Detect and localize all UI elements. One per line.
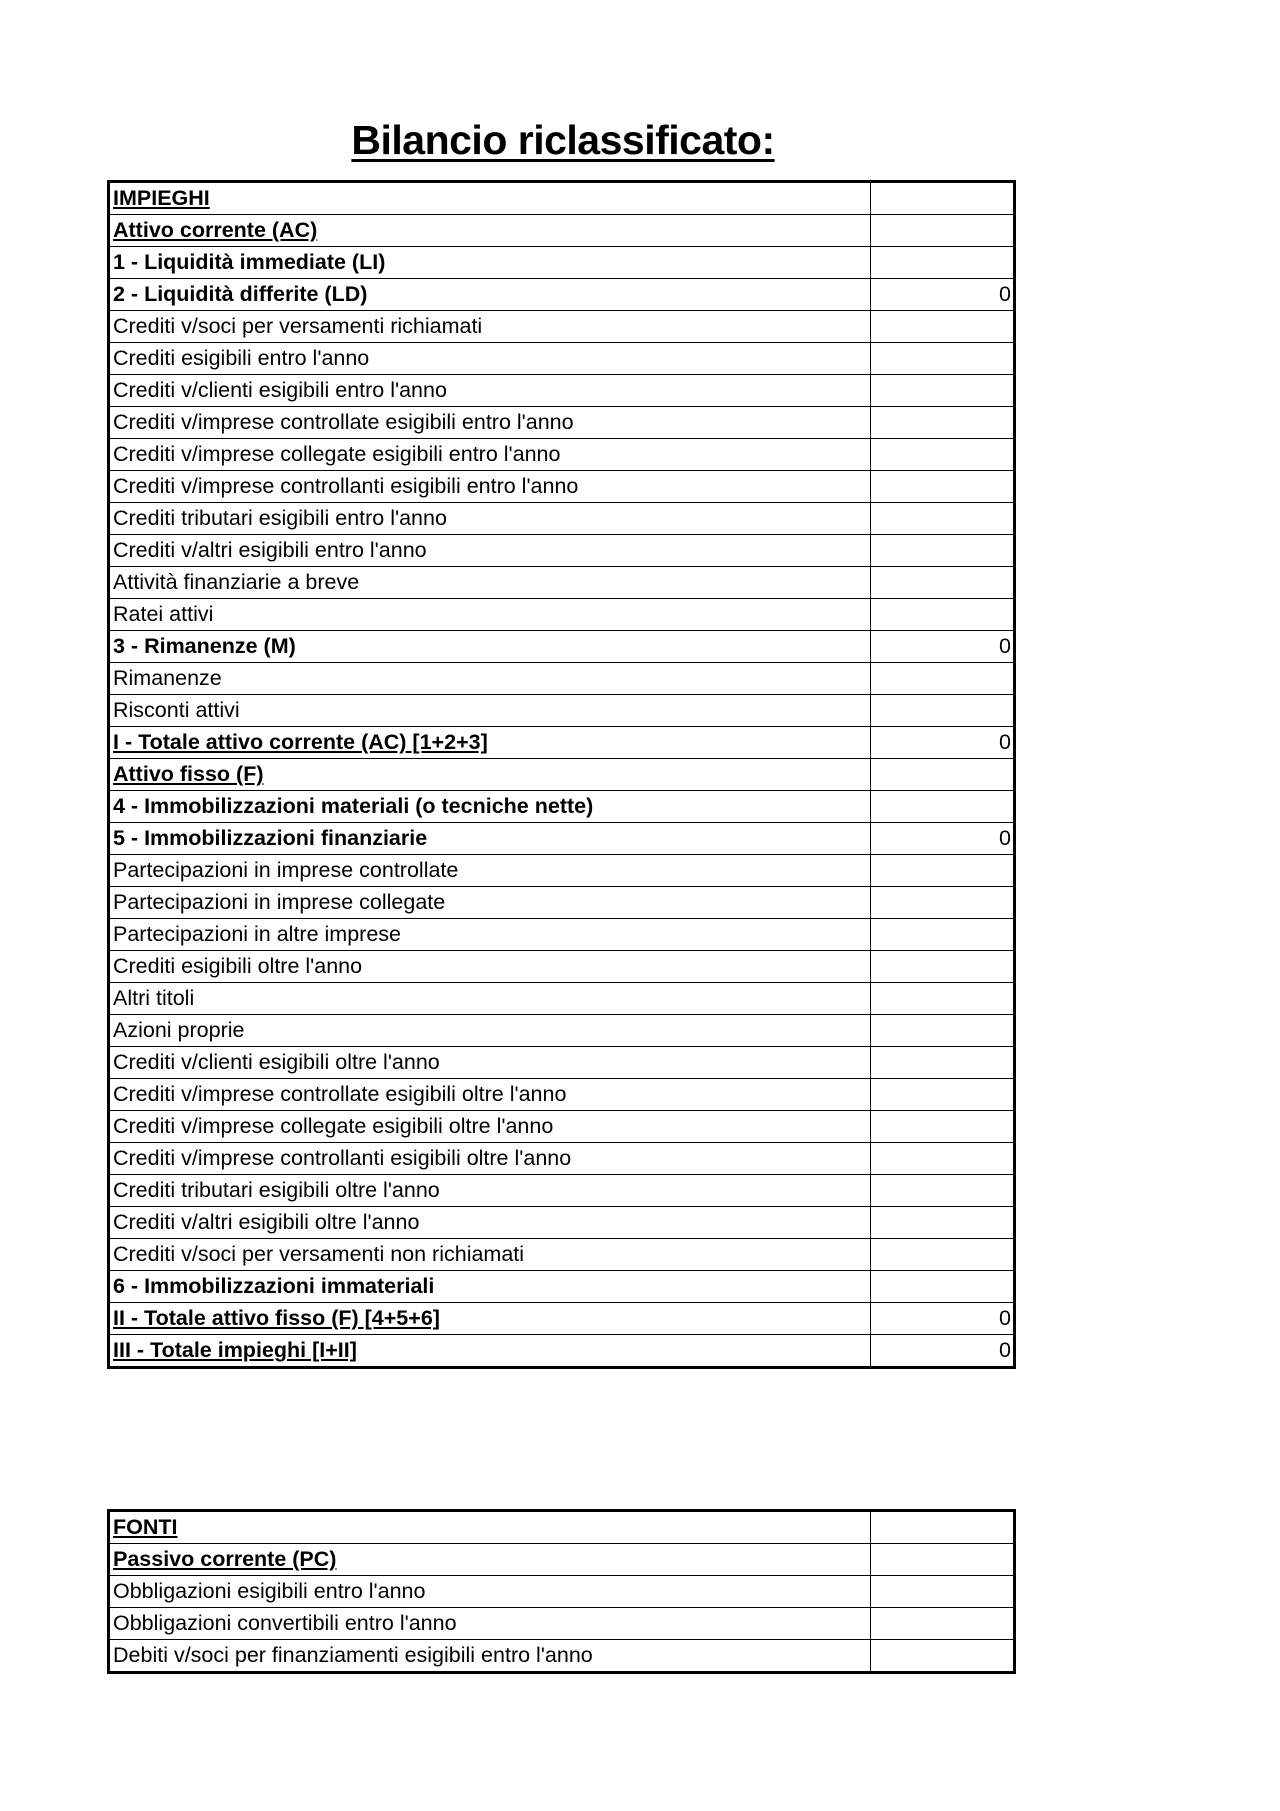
row-label-cell[interactable]: Partecipazioni in imprese controllate [109,855,871,887]
row-label-cell[interactable]: Passivo corrente (PC) [109,1544,871,1576]
table-row [109,439,1015,471]
table-row [109,791,1015,823]
table-row [109,182,1015,215]
row-value-cell[interactable] [871,1207,1015,1239]
table-row [109,759,1015,791]
row-value-cell[interactable] [871,1143,1015,1175]
row-value-cell[interactable]: 0 [871,1303,1015,1335]
row-label-cell[interactable]: 5 - Immobilizzazioni finanziarie [109,823,871,855]
row-value-cell[interactable] [871,1544,1015,1576]
row-label-cell[interactable]: 1 - Liquidità immediate (LI) [109,247,871,279]
table-row [109,1143,1015,1175]
table-row [109,1303,1015,1335]
table-row [109,1576,1015,1608]
row-label-cell[interactable]: Ratei attivi [109,599,871,631]
row-label-cell[interactable]: Altri titoli [109,983,871,1015]
row-label-cell[interactable]: Crediti v/clienti esigibili oltre l'anno [109,1047,871,1079]
table-row [109,1175,1015,1207]
row-value-cell[interactable] [871,567,1015,599]
table-row [109,535,1015,567]
row-value-cell[interactable] [871,1175,1015,1207]
row-label-cell[interactable]: Crediti tributari esigibili oltre l'anno [109,1175,871,1207]
table-row [109,1111,1015,1143]
row-value-cell[interactable] [871,1640,1015,1673]
row-label-cell[interactable]: Crediti v/clienti esigibili entro l'anno [109,375,871,407]
row-label-cell[interactable]: Crediti esigibili entro l'anno [109,343,871,375]
row-value-cell[interactable] [871,343,1015,375]
row-value-cell[interactable] [871,919,1015,951]
row-value-cell[interactable] [871,1079,1015,1111]
row-value-cell[interactable]: 0 [871,631,1015,663]
fonti-rows [109,1511,1015,1673]
table-row [109,375,1015,407]
table-row [109,727,1015,759]
row-value-cell[interactable] [871,1511,1015,1544]
table-row [109,1511,1015,1544]
row-label-cell[interactable]: Risconti attivi [109,695,871,727]
row-value-cell[interactable] [871,535,1015,567]
row-label-cell[interactable]: Partecipazioni in imprese collegate [109,887,871,919]
row-label-cell[interactable]: Crediti tributari esigibili entro l'anno [109,503,871,535]
row-label-cell[interactable]: 6 - Immobilizzazioni immateriali [109,1271,871,1303]
row-value-cell[interactable]: 0 [871,823,1015,855]
table-row [109,407,1015,439]
row-value-cell[interactable] [871,1576,1015,1608]
table-row [109,1047,1015,1079]
table-row [109,215,1015,247]
row-label-cell[interactable]: 3 - Rimanenze (M) [109,631,871,663]
row-label-cell[interactable]: I - Totale attivo corrente (AC) [1+2+3] [109,727,871,759]
row-label-cell[interactable]: Attivo corrente (AC) [109,215,871,247]
row-label-cell[interactable]: 2 - Liquidità differite (LD) [109,279,871,311]
row-value-cell[interactable] [871,1047,1015,1079]
row-value-cell[interactable] [871,247,1015,279]
table-row [109,247,1015,279]
row-value-cell[interactable] [871,1271,1015,1303]
row-value-cell[interactable]: 0 [871,279,1015,311]
table-row [109,951,1015,983]
row-label-cell[interactable]: IMPIEGHI [109,182,871,215]
row-label-cell[interactable]: Crediti v/imprese collegate esigibili entro l'anno [109,439,871,471]
row-label-cell[interactable]: Crediti v/imprese controllate esigibili entro l'anno [109,407,871,439]
row-label-cell[interactable]: Crediti v/soci per versamenti richiamati [109,311,871,343]
table-row [109,695,1015,727]
row-value-cell[interactable] [871,1111,1015,1143]
row-label-cell[interactable]: 4 - Immobilizzazioni materiali (o tecniche nette) [109,791,871,823]
row-value-cell[interactable] [871,791,1015,823]
impieghi-table [107,180,1016,1369]
row-value-cell[interactable] [871,375,1015,407]
table-row [109,1544,1015,1576]
row-label-cell[interactable]: Crediti v/imprese collegate esigibili oltre l'anno [109,1111,871,1143]
row-value-cell[interactable]: 0 [871,1335,1015,1368]
row-label-cell[interactable]: Crediti v/altri esigibili entro l'anno [109,535,871,567]
row-value-cell[interactable] [871,471,1015,503]
table-row [109,471,1015,503]
table-row [109,663,1015,695]
row-value-cell[interactable] [871,503,1015,535]
table-row [109,343,1015,375]
table-row [109,823,1015,855]
row-value-cell[interactable] [871,983,1015,1015]
row-value-cell[interactable] [871,951,1015,983]
row-value-cell[interactable] [871,1239,1015,1271]
row-value-cell[interactable] [871,182,1015,215]
row-label-cell[interactable]: Partecipazioni in altre imprese [109,919,871,951]
table-row [109,919,1015,951]
table-row [109,1335,1015,1368]
table-row [109,567,1015,599]
table-row [109,1015,1015,1047]
row-value-cell[interactable] [871,1015,1015,1047]
fonti-table [107,1509,1016,1674]
row-label-cell[interactable]: Crediti v/soci per versamenti non richiamati [109,1239,871,1271]
row-value-cell[interactable]: 0 [871,727,1015,759]
table-row [109,311,1015,343]
row-value-cell[interactable] [871,695,1015,727]
table-row [109,983,1015,1015]
row-label-cell[interactable]: FONTI [109,1511,871,1544]
row-label-cell[interactable]: II - Totale attivo fisso (F) [4+5+6] [109,1303,871,1335]
impieghi-rows [109,182,1015,1368]
table-row [109,1271,1015,1303]
page-title: Bilancio riclassificato: [351,117,775,163]
row-value-cell[interactable] [871,439,1015,471]
table-row [109,1207,1015,1239]
table-row [109,1079,1015,1111]
row-value-cell[interactable] [871,855,1015,887]
table-row [109,631,1015,663]
table-row [109,887,1015,919]
row-label-cell[interactable]: Crediti v/imprese controllanti esigibili oltre l'anno [109,1143,871,1175]
row-value-cell[interactable] [871,663,1015,695]
row-label-cell[interactable]: Obbligazioni esigibili entro l'anno [109,1576,871,1608]
row-value-cell[interactable] [871,311,1015,343]
row-label-cell[interactable]: Crediti v/imprese controllate esigibili oltre l'anno [109,1079,871,1111]
row-value-cell[interactable] [871,215,1015,247]
row-label-cell[interactable]: Rimanenze [109,663,871,695]
table-row [109,279,1015,311]
row-label-cell[interactable]: Crediti v/imprese controllanti esigibili entro l'anno [109,471,871,503]
table-row [109,855,1015,887]
row-label-cell[interactable]: Attività finanziarie a breve [109,567,871,599]
table-row [109,1608,1015,1640]
table-row [109,1239,1015,1271]
row-value-cell[interactable] [871,887,1015,919]
row-label-cell[interactable]: Attivo fisso (F) [109,759,871,791]
row-label-cell[interactable]: III - Totale impieghi [I+II] [109,1335,871,1368]
row-value-cell[interactable] [871,1608,1015,1640]
table-row [109,1640,1015,1673]
table-row [109,599,1015,631]
row-value-cell[interactable] [871,407,1015,439]
row-value-cell[interactable] [871,599,1015,631]
row-label-cell[interactable]: Crediti esigibili oltre l'anno [109,951,871,983]
table-row [109,503,1015,535]
row-label-cell[interactable]: Debiti v/soci per finanziamenti esigibili entro l'anno [109,1640,871,1673]
row-label-cell[interactable]: Azioni proprie [109,1015,871,1047]
row-value-cell[interactable] [871,759,1015,791]
row-label-cell[interactable]: Crediti v/altri esigibili oltre l'anno [109,1207,871,1239]
row-label-cell[interactable]: Obbligazioni convertibili entro l'anno [109,1608,871,1640]
